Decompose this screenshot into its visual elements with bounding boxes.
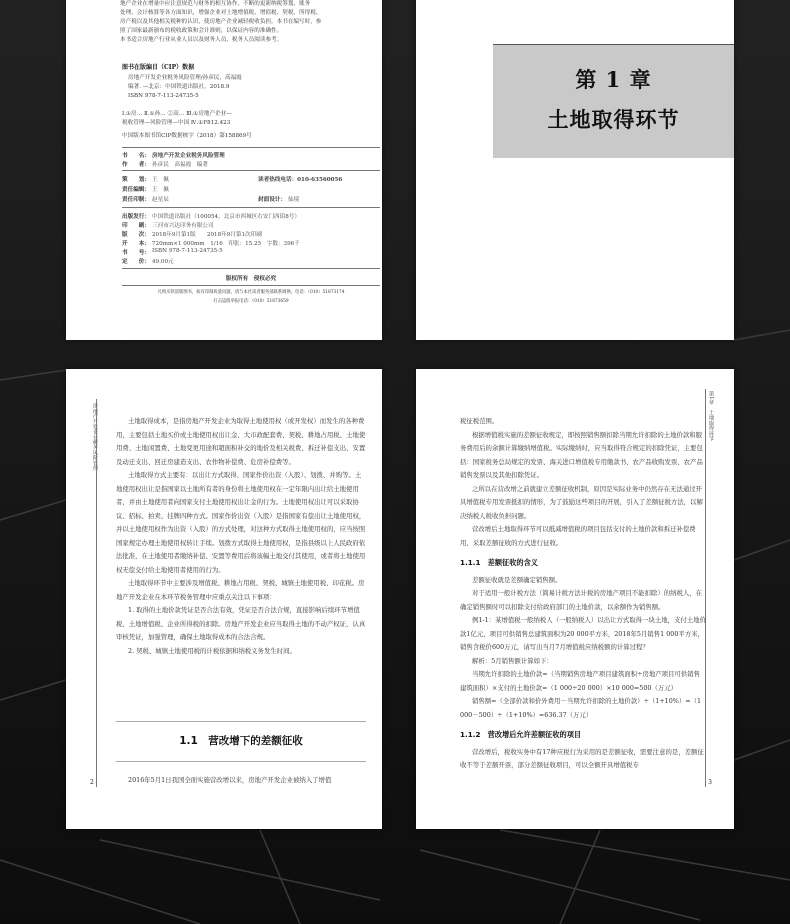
print: 赵星辰 [152, 197, 169, 203]
author-row [122, 160, 208, 168]
rights-text: 版权所有 侵权必究 [225, 276, 277, 282]
divider [122, 285, 380, 286]
pub-label: 定 价： [122, 259, 150, 265]
cip-class-line: 税收管理—风险管理—中国 Ⅳ.①F812.423 [122, 120, 231, 126]
cover-label: 封面设计： [258, 197, 286, 203]
page-number: 2 [90, 779, 94, 786]
cip-block [128, 74, 378, 101]
paragraph: 土地取得成本，是指房地产开发企业为取得土地使用权（或开发权）而发生的各种费用，主要包括土地买价或土地使用权出让金、大市政配套费、契税、耕地占用税、土地使用费、土地闲置费、土地变更用途和超面积补交的地价及相关税费、拆迁补偿支出、安置及动迁支出、回迁房建造支出、农作物补偿费、危房补偿费等。 [116, 417, 366, 466]
paragraph: 解析：5月销售额计算如下： [472, 656, 553, 665]
plan: 王 佩 [152, 177, 169, 183]
intro-line: 照了国家最新颁布的税收政策和会计准则，以保证内容的准确性。 [120, 28, 283, 34]
page-chapter-title [416, 0, 734, 340]
pub-row [122, 257, 174, 265]
paragraph: 1. 取得的土地价款凭证是否合法有效，凭证是否合法合规，直接影响后续环节增值税、土地增值税、企业所得税的扣除。房地产开发企业应当取得土地的不动产权证、认真审核凭证，加强管理，确保土地取得成本的合法合规。 [116, 606, 366, 641]
pub-label: 版 次： [122, 232, 150, 238]
author: 孙彦民 高福霞 编著 [152, 162, 208, 168]
editor: 王 佩 [152, 187, 169, 193]
hotline-text: 读者热线电话：010-63560056 [258, 177, 343, 183]
intro-line: 房产税以及其他相关税种的认识，使房地产企业减轻税收负担。本书在编写时，参 [120, 19, 322, 25]
pub-value: 720mm×1 000mm 1/16 印张：15.25 字数：396千 [152, 241, 300, 247]
intro-line: 本书适合房地产行业从业人员以及财务人员、税务人员阅读参考。 [120, 37, 283, 43]
cip-title: 图书在版编目（CIP）数据 [122, 64, 195, 71]
book-name-label: 书 名： [122, 153, 150, 159]
pub-row [122, 212, 300, 220]
paragraph: 当期允许扣除的土地价款=（当期销售房地产项目建筑面积÷房地产项目可供销售建筑面积）×支付的土地价款=（1 000÷20 000）×10 000=500（万元） [460, 670, 700, 692]
paragraph: 营改增后土地取得环节可以抵减增值税的项目包括支付的土地价款和拆迁补偿费用，采取差额征收的方式进行征收。 [460, 525, 696, 547]
page-body-right [416, 369, 734, 829]
cip-class-block [122, 110, 372, 128]
pub-label: 书 号： [122, 250, 150, 256]
cip-line: 编著. —北京：中国铁道出版社，2018.9 [128, 84, 230, 90]
pub-value: 三河市兴达印务有限公司 [152, 223, 214, 229]
pub-row [122, 230, 262, 238]
paragraph: 对于适用一般计税方法（简易计税方法计税的房地产项目不能扣除）的纳税人，在确定销售额时可以扣除支付给政府部门的土地价款，以余额作为销售额。 [460, 589, 703, 611]
paragraph: 之所以在营改增之前就建立差额征收机制，原因是实际业务中仍然存在无法通过开具增值税专用发票抵扣的情形，为了鼓励这些项目的开展，引入了差额征税方法，以解决纳税人税收负担问题。 [460, 484, 703, 520]
plan-label: 策 划： [122, 177, 150, 183]
page-copyright [66, 0, 382, 340]
pub-value: 2018年9月第1版 2018年9月第1次印刷 [152, 232, 262, 238]
chapter-band [493, 44, 734, 158]
pub-value: 中国铁道出版社（100054，北京市西城区右安门西街8号） [152, 214, 300, 220]
print-row [122, 195, 169, 203]
footer-1 [122, 289, 380, 295]
pub-label: 出版发行： [122, 214, 150, 220]
cip-line: 房地产开发企业税务风险管理/孙彦民，高福霞 [128, 75, 242, 81]
paragraph: 销售额=（全部价款和价外费用－当期允许扣除的土地价款）÷（1+10%）=（1 000－500）÷（1+10%）=636.37（万元） [460, 697, 702, 719]
paragraph: 根据增值税实施的差额征收规定，即按照销售额扣除当期允许扣除的土地价款和服务费用后的余额计算缴纳增值税。实际缴纳时，应当取得符合规定的扣除凭证，主要包括：国家税务总局规定的发票、海关进口增值税专用缴款书、农产品收购发票、农产品销售发票以及其他扣除凭证。 [460, 430, 703, 479]
book-name-row [122, 151, 225, 159]
divider [122, 268, 380, 269]
body-text [116, 415, 366, 658]
page-number: 3 [708, 779, 712, 786]
paragraph: 税征税范围。 [460, 417, 499, 425]
paragraph: 土地取得方式主要有：以出让方式取得、国家作价出资（入股）、划拨、并购等。土地使用权出让是指国家以土地所有者的身份将土地使用权在一定年限内出让给土地使用者，并由土地使用者向国家支付土地使用权出让金的行为。土地使用权出让可以采取协议、招标、拍卖、挂牌四种方式。国家作价出资（入股）是指国家有偿出让土地使用权，并以土地使用权作为出资（入股）的方式处理，对这种方式取得土地使用权的，应当按照国家规定办理土地使用权转让手续。划拨方式取得土地使用权，是指县级以上人民政府依法批准，在土地使用者缴纳补偿、安置等费用后将该幅土地交付其使用，或者将土地使用权无偿交付给土地使用者使用的行为。 [116, 471, 366, 574]
pub-row [122, 239, 300, 247]
pub-value: ISBN 978-7-113-24735-5 [152, 248, 223, 254]
chapter-number: 第 1 章 [575, 67, 652, 92]
paragraph: 2. 契税、城镇土地使用税的计税依据和纳税义务发生时间。 [128, 646, 296, 655]
subsection-heading: 1.1.2 营改增后允许差额征收的项目 [460, 730, 582, 739]
running-head: 第1章 土地取得环节 [708, 391, 714, 442]
subsection-heading: 1.1.1 差额征收的含义 [460, 558, 538, 567]
paragraph: 营改增后，税收实务中有17种应税行为采用的是差额征收，需要注意的是，差额征收不等于差额开票，部分差额征收项目，可以全额开具增值税专 [460, 747, 704, 769]
hotline [258, 175, 342, 183]
footer-2-text: 打击盗版举报电话：（010）51873659 [213, 299, 289, 304]
paragraph: 2016年5月1日我国全面实施营改增以来，房地产开发企业被纳入了增值 [128, 776, 332, 784]
author-label: 作 者： [122, 162, 150, 168]
print-label: 责任印制： [122, 197, 150, 203]
chapter-title: 土地取得环节 [547, 107, 680, 132]
section-heading: 1.1 营改增下的差额征收 [179, 735, 303, 747]
divider [122, 170, 380, 171]
paragraph: 例1-1：某增值税一般纳税人（一般纳税人）以出让方式取得一块土地，支付土地价款1亿元，项目可供销售总建筑面积为20 000平方米，2018年5月销售1 000平方米，销售含税价600万元，请写出当月7月增值税应纳税额的计算过程？ [460, 616, 706, 651]
cover-row [258, 195, 299, 203]
running-head: 房地产开发企业税务风险管理 [92, 403, 98, 471]
paragraph: 土地取得环节中主要涉及增值税、耕地占用税、契税、城镇土地使用税、印花税。房地产开发企业在本环节税务管理中应重点关注以下事项： [116, 579, 365, 601]
footer-2 [122, 298, 380, 304]
divider [122, 147, 380, 148]
editor-row [122, 185, 169, 193]
cip-line: ISBN 978-7-113-24735-5 [128, 93, 199, 99]
rights-notice [122, 274, 380, 282]
plan-row [122, 175, 169, 183]
intro-line: 处理、会计核算等各方面知识，增强企业对土地增值税、增值税、契税、所得税、 [120, 10, 322, 16]
paragraph: 差额征收就是差额确定销售额。 [472, 575, 562, 584]
page-body-left [66, 369, 382, 829]
footer-1-text: 凡购买铁道版图书，如有印制质量问题，请与本社读者服务部联系调换。电话：（010）51873174 [157, 290, 345, 295]
pub-label: 开 本： [122, 241, 150, 247]
cover: 仙境 [288, 197, 300, 203]
editor-label: 责任编辑： [122, 187, 150, 193]
body-text [460, 415, 706, 773]
divider [122, 207, 380, 208]
pub-label: 印 刷： [122, 223, 150, 229]
book-name: 房地产开发企业税务风险管理 [152, 153, 225, 159]
chapter-band-line [493, 44, 734, 45]
running-head-rule [96, 399, 97, 787]
cip-class-line: Ⅰ.①房… Ⅱ.①孙… ②高… Ⅲ.①房地产企业— [122, 111, 232, 117]
pub-value: 49.00元 [152, 259, 174, 265]
intro-text [120, 0, 380, 45]
section-rule-bottom [116, 761, 366, 762]
pub-row [122, 248, 223, 256]
cip-number: 中国版本图书馆CIP数据核字（2018）第158869号 [122, 133, 252, 139]
pub-row [122, 221, 214, 229]
intro-line: 地产企业在增量中应注意规范与财务的相互协作，不断的更新纳税筹划、账务 [120, 1, 311, 7]
section-rule-top [116, 721, 366, 722]
